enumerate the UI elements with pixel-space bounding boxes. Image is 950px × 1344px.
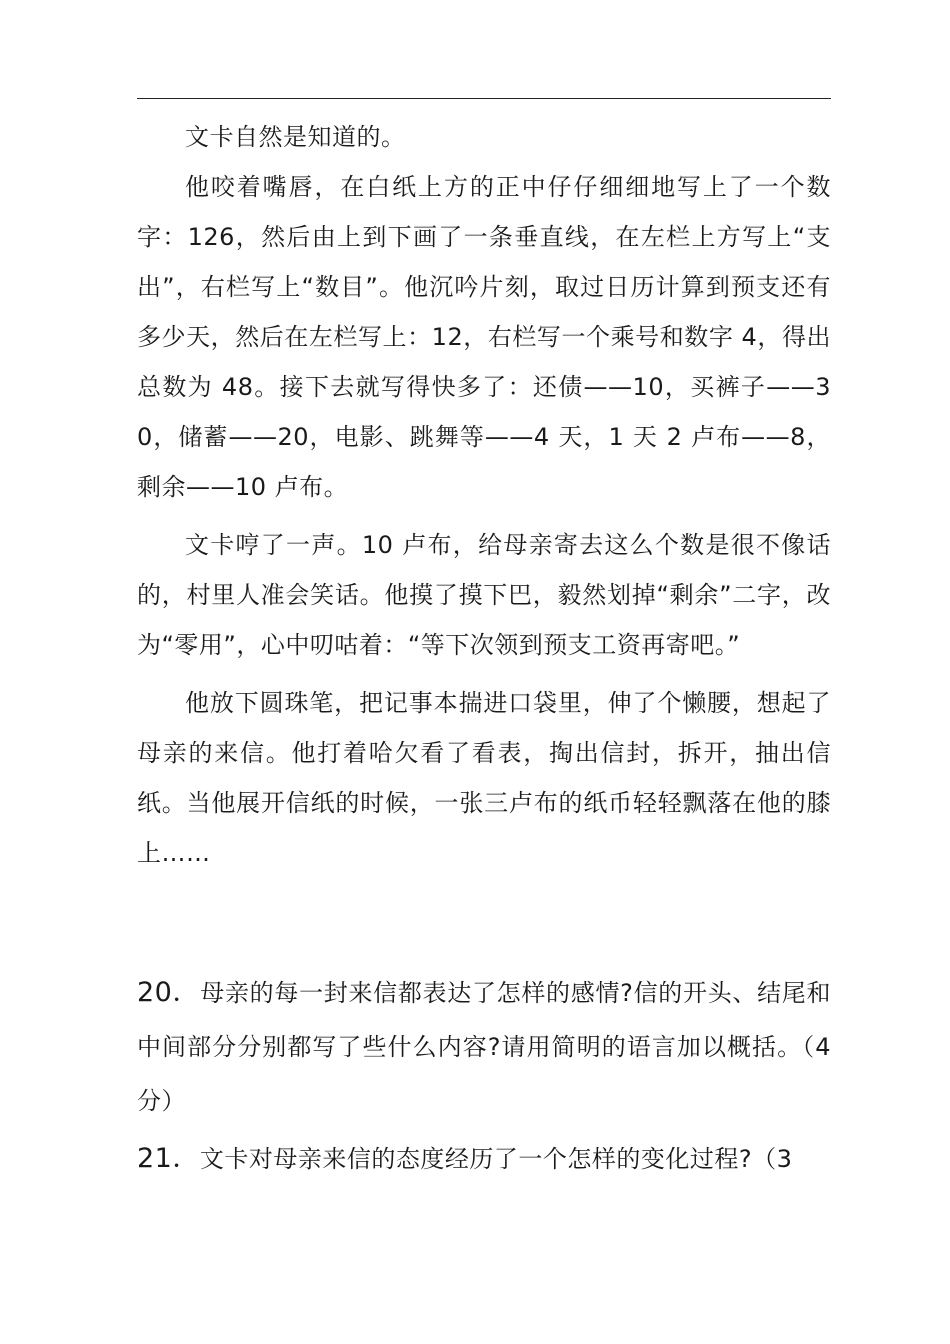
question-21 (137, 1132, 831, 1186)
question-number: 20． (137, 977, 201, 1008)
passage-paragraph-1: 文卡自然是知道的。 (185, 123, 406, 151)
passage-paragraph-4: 他放下圆珠笔，把记事本揣进口袋里，伸了个懒腰，想起了母亲的来信。他打着哈欠看了看表，掏出信封，拆开，抽出信纸。当他展开信纸的时候，一张三卢布的纸币轻轻飘落在他的膝上…… (137, 689, 831, 867)
question-text: 文卡对母亲来信的态度经历了一个怎样的变化过程?（3 (199, 1145, 793, 1173)
question-20 (137, 966, 831, 1128)
question-text: 母亲的每一封来信都表达了怎样的感情?信的开头、结尾和中间部分分别都写了些什么内容?请用简明的语言加以概括。（4 分） (137, 979, 831, 1115)
header-rule (137, 98, 831, 99)
document-body (137, 112, 831, 1186)
question-number: 21． (137, 1143, 200, 1174)
passage-paragraph-2: 他咬着嘴唇，在白纸上方的正中仔仔细细地写上了一个数字：126，然后由上到下画了一条垂直线，在左栏上方写上“支出”，右栏写上“数目”。他沉吟片刻，取过日历计算到预支还有多少天，然后在左栏写上：12，右栏写一个乘号和数字 4，得出总数为 48。接下去就写得快多了：还债——10，买裤子——30，储蓄——20，电影、跳舞等——4 天，1 天 2 卢布——8，剩余——10 卢布。 (137, 173, 831, 501)
passage-paragraph-3: 文卡哼了一声。10 卢布，给母亲寄去这么个数是很不像话的，村里人准会笑话。他摸了摸下巴，毅然划掉“剩余”二字，改为“零用”，心中叨咕着：“等下次领到预支工资再寄吧。” (137, 531, 831, 659)
